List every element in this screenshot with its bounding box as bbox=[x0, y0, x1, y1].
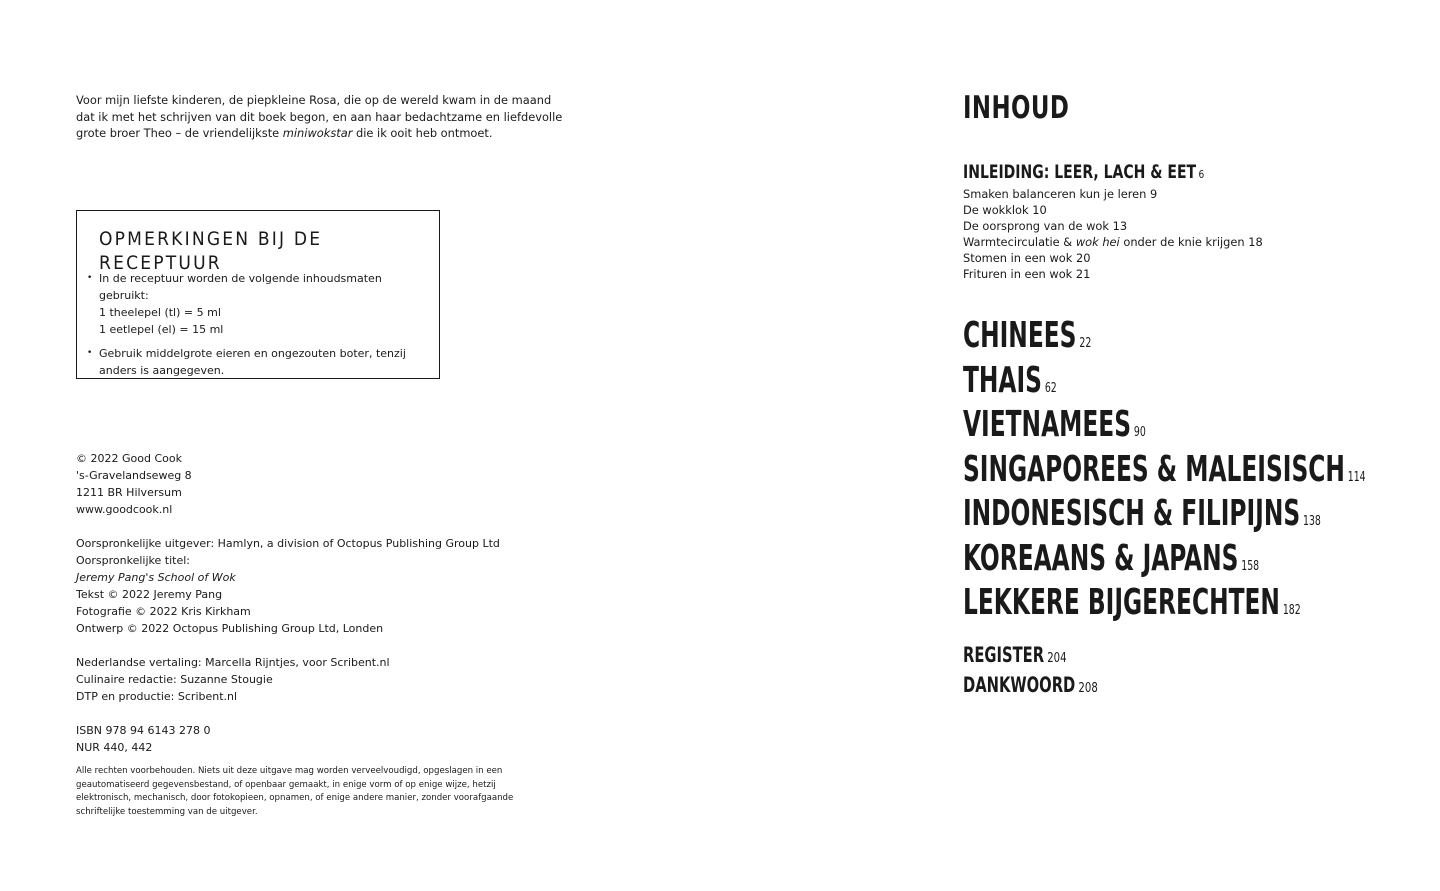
toc-item-page: 18 bbox=[1248, 235, 1263, 249]
toc-chapter bbox=[963, 314, 1366, 359]
toc-item-label: Stomen in een wok bbox=[963, 251, 1073, 265]
toc-chapter bbox=[963, 581, 1366, 626]
toc-chapter-list bbox=[963, 314, 1440, 626]
toc-chapter-page: 90 bbox=[1133, 425, 1146, 440]
toc-chapter-label: CHINEES bbox=[963, 315, 1077, 356]
dedication-text: Voor mijn liefste kinderen, de piepkleine Rosa, die op de wereld kwam in de maand dat ik met het schrijven van dit boek begon, en aan haar bedachtzame en liefdevolle grote broer Theo – de vriendelijkste bbox=[76, 93, 563, 140]
recipe-notes-title: OPMERKINGEN BIJ DE RECEPTUUR bbox=[99, 228, 323, 274]
recipe-notes-list bbox=[87, 270, 427, 379]
measures-intro: • In de receptuur worden de volgende inhoudsmaten gebruikt: bbox=[99, 272, 382, 302]
teaspoon-measure: 1 theelepel (tl) = 5 ml bbox=[99, 306, 221, 319]
toc-chapter-page: 62 bbox=[1044, 380, 1057, 396]
original-title: Jeremy Pang's School of Wok bbox=[76, 571, 236, 584]
toc-chapter-page: 158 bbox=[1241, 558, 1260, 574]
toc-item-italic: wok hei bbox=[1075, 235, 1120, 249]
recipe-note-eggs: • Gebruik middelgrote eieren en ongezouten boter, tenzij anders is aangegeven. bbox=[87, 345, 427, 379]
toc-item-label: Warmtecirculatie & bbox=[963, 235, 1076, 249]
toc-intro-heading bbox=[963, 158, 1204, 189]
original-title-label: Oorspronkelijke titel: bbox=[76, 554, 190, 567]
toc-chapter-page: 138 bbox=[1303, 514, 1321, 529]
toc-chapter-label: THAIS bbox=[963, 359, 1042, 401]
imprint bbox=[76, 450, 556, 773]
toc-back-item bbox=[963, 670, 1098, 700]
toc-intro-item bbox=[963, 234, 1263, 250]
toc-chapter bbox=[963, 359, 1366, 404]
address-street: 's-Gravelandseweg 8 bbox=[76, 469, 192, 482]
recipe-note-measures bbox=[87, 270, 427, 338]
toc-intro-item bbox=[963, 250, 1263, 266]
toc-chapter bbox=[963, 537, 1366, 582]
dedication-text-end: die ik ooit heb ontmoet. bbox=[352, 126, 493, 140]
text-credit: Tekst © 2022 Jeremy Pang bbox=[76, 588, 223, 601]
toc-chapter-label: KOREAANS & JAPANS bbox=[963, 537, 1239, 579]
tablespoon-measure: 1 eetlepel (el) = 15 ml bbox=[99, 323, 224, 336]
nur-code: NUR 440, 442 bbox=[76, 741, 153, 754]
rights-notice: Alle rechten voorbehouden. Niets uit deze uitgave mag worden verveelvoudigd, opgeslagen in een geautomatiseerd gegevensbestand, of openbaar gemaakt, in enige vorm of op enige wijze, hetzij elektronisch, mechanisch, door fotokopieen, opnamen, of enige andere manier, zonder voorafgaande schriftelijke toestemming van de uitgever. bbox=[76, 766, 514, 817]
toc-item-page: 20 bbox=[1075, 251, 1091, 265]
toc-item-page: 13 bbox=[1112, 219, 1128, 233]
toc-title: INHOUD bbox=[963, 90, 1070, 126]
dedication bbox=[76, 92, 566, 142]
address-city: 1211 BR Hilversum bbox=[76, 486, 182, 499]
toc-intro-item bbox=[963, 266, 1263, 282]
toc-chapter-label: SINGAPOREES & MALEISISCH bbox=[963, 448, 1345, 490]
dutch-edition-credits bbox=[76, 654, 556, 705]
toc-back-page: 208 bbox=[1078, 681, 1098, 696]
toc-intro-list bbox=[963, 186, 1263, 282]
toc-chapter bbox=[963, 403, 1366, 448]
toc-intro-label: INLEIDING: LEER, LACH & EET bbox=[963, 161, 1197, 183]
toc-chapter-label: VIETNAMEES bbox=[963, 404, 1132, 445]
right-page bbox=[720, 0, 1440, 891]
toc-item-label: Smaken balanceren kun je leren bbox=[963, 187, 1147, 201]
toc-back-page: 204 bbox=[1047, 651, 1067, 666]
toc-item-page: 21 bbox=[1075, 267, 1091, 281]
toc-intro-item bbox=[963, 218, 1263, 234]
toc-intro-item bbox=[963, 186, 1263, 202]
toc-back-label: REGISTER bbox=[963, 643, 1045, 667]
isbn: ISBN 978 94 6143 278 0 bbox=[76, 724, 211, 737]
publisher-website: www.goodcook.nl bbox=[76, 503, 173, 516]
copyright-line: © 2022 Good Cook bbox=[76, 452, 182, 465]
toc-item-label: Frituren in een wok bbox=[963, 267, 1073, 281]
toc-chapter bbox=[963, 448, 1366, 493]
toc-item-label: De oorsprong van de wok bbox=[963, 219, 1109, 233]
original-publisher: Oorspronkelijke uitgever: Hamlyn, a division of Octopus Publishing Group Ltd bbox=[76, 537, 500, 550]
original-title-line bbox=[76, 552, 556, 586]
toc-item-page: 10 bbox=[1032, 203, 1047, 217]
recipe-notes-box bbox=[76, 210, 440, 379]
toc-back-label: DANKWOORD bbox=[963, 673, 1076, 697]
photo-credit: Fotografie © 2022 Kris Kirkham bbox=[76, 605, 251, 618]
toc-intro-item bbox=[963, 202, 1263, 218]
editor-credit: Culinaire redactie: Suzanne Stougie bbox=[76, 673, 273, 686]
translator-credit: Nederlandse vertaling: Marcella Rijntjes, voor Scribent.nl bbox=[76, 656, 390, 669]
toc-item-label: De wokklok bbox=[963, 203, 1029, 217]
publisher-address bbox=[76, 450, 556, 518]
toc-item-label-end: onder de knie krijgen bbox=[1119, 235, 1245, 249]
toc-back-matter bbox=[963, 640, 1136, 700]
toc-item-page: 9 bbox=[1150, 187, 1158, 201]
design-credit: Ontwerp © 2022 Octopus Publishing Group Ltd, Londen bbox=[76, 622, 384, 635]
toc-chapter-label: LEKKERE BIJGERECHTEN bbox=[963, 582, 1280, 623]
toc-intro-page: 6 bbox=[1198, 168, 1205, 181]
toc-chapter bbox=[963, 492, 1366, 537]
toc-back-item bbox=[963, 640, 1098, 670]
toc-chapter-page: 22 bbox=[1079, 336, 1092, 351]
production-credit: DTP en productie: Scribent.nl bbox=[76, 690, 238, 703]
book-codes bbox=[76, 722, 556, 756]
original-edition bbox=[76, 535, 556, 637]
toc-chapter-label: INDONESISCH & FILIPIJNS bbox=[963, 493, 1301, 534]
toc-chapter-page: 182 bbox=[1282, 603, 1301, 618]
toc-chapter-page: 114 bbox=[1347, 469, 1366, 485]
dedication-italic: miniwokstar bbox=[282, 126, 353, 140]
